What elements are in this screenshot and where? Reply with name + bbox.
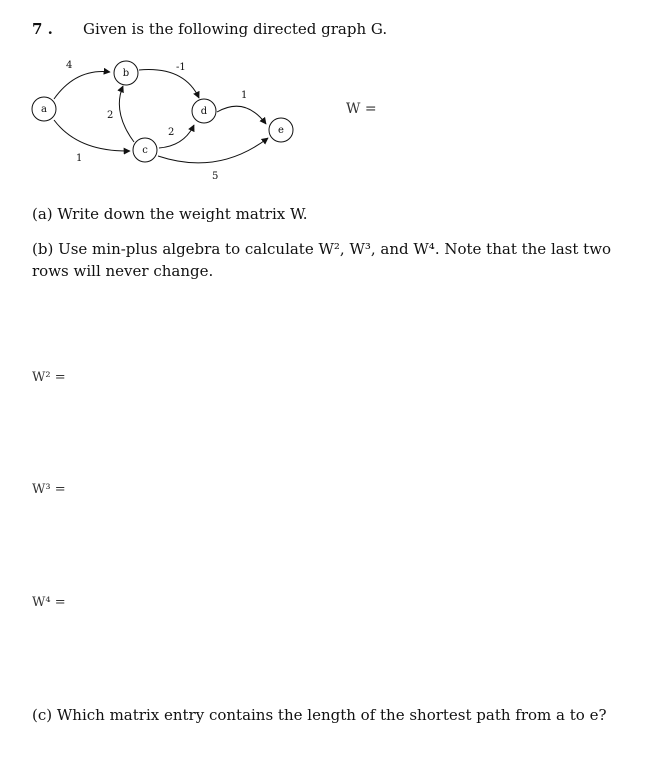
- edge-label-c-e: 5: [212, 171, 219, 182]
- question-intro: Given is the following directed graph G.: [83, 20, 388, 38]
- node-a: [32, 97, 56, 121]
- node-c-label: c: [142, 145, 148, 156]
- node-e-label: e: [278, 125, 284, 136]
- matrix-w-label: W =: [346, 101, 377, 117]
- part-b-text: (b) Use min-plus algebra to calculate W², W³, and W⁴. Note that the last two rows will never change.: [32, 240, 612, 280]
- edge-label-a-b: 4: [66, 60, 73, 71]
- node-d: [192, 99, 216, 123]
- part-c-text: (c) Which matrix entry contains the length of the shortest path from a to e?: [32, 706, 607, 724]
- node-c: [133, 138, 157, 162]
- w4-label: W⁴ =: [32, 595, 66, 610]
- node-b: [114, 61, 138, 85]
- w3-label: W³ =: [32, 482, 66, 497]
- edge-label-c-d: 2: [168, 127, 175, 138]
- w2-label: W² =: [32, 370, 66, 385]
- edge-c-d: [159, 125, 194, 148]
- edge-c-b: [119, 86, 134, 142]
- edge-a-c: [54, 120, 130, 151]
- edge-label-a-c: 1: [76, 153, 83, 164]
- edge-a-b: [54, 72, 110, 99]
- node-d-label: d: [200, 106, 208, 117]
- edge-label-d-e: 1: [241, 90, 248, 101]
- edge-b-d: [139, 70, 199, 98]
- edge-c-e: [158, 138, 268, 163]
- part-a-text: (a) Write down the weight matrix W.: [32, 205, 308, 223]
- question-number: 7 .: [32, 20, 53, 38]
- node-b-label: b: [122, 68, 130, 79]
- node-a-label: a: [41, 104, 47, 115]
- node-e: [269, 118, 293, 142]
- edge-label-b-d: -1: [176, 62, 186, 73]
- edge-d-e: [217, 106, 266, 124]
- edge-label-c-b: 2: [107, 110, 114, 121]
- directed-graph: [0, 0, 648, 200]
